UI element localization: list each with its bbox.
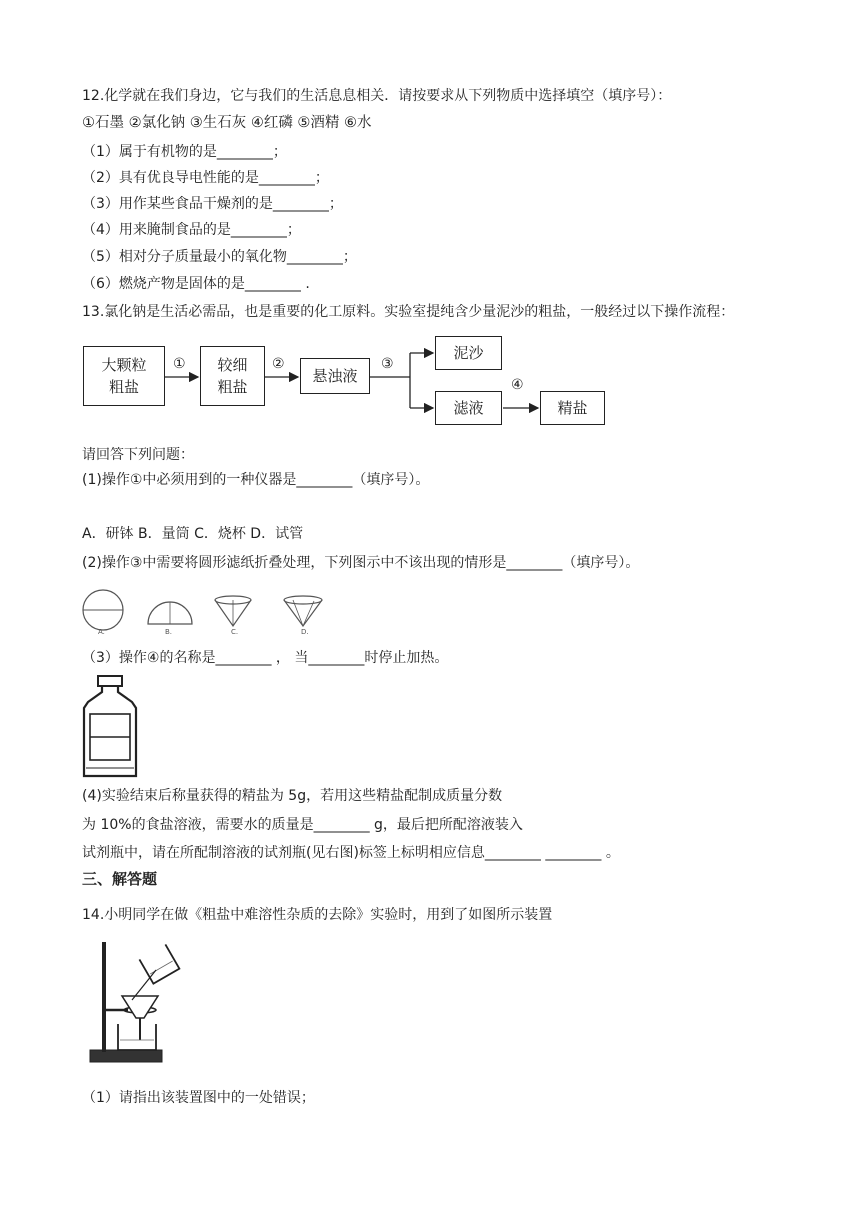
q13-part-3: （3）操作④的名称是________ ， 当________时停止加热。 (82, 650, 449, 666)
q14-stem: 14.小明同学在做《粗盐中难溶性杂质的去除》实验时，用到了如图所示装置 (82, 907, 553, 923)
section-heading: 三、解答题 (82, 870, 158, 888)
q12-stem: 12.化学就在我们身边，它与我们的生活息息相关．请按要求从下列物质中选择填空（填序号）： (82, 88, 672, 104)
flow-step-3: ③ (381, 356, 394, 372)
q12-item-4: （4）用来腌制食品的是________； (82, 222, 301, 238)
reagent-bottle-icon (78, 672, 148, 782)
q13-part-4-line-3: 试剂瓶中，请在所配制溶液的试剂瓶(见右图)标签上标明相应信息________ ________ 。 (82, 845, 620, 861)
q12-item-5: （5）相对分子质量最小的氧化物________； (82, 249, 357, 265)
q13-prompt: 请回答下列问题： (82, 447, 194, 463)
q12-options: ①石墨 ②氯化钠 ③生石灰 ④红磷 ⑤酒精 ⑥水 (82, 115, 372, 131)
q12-item-1: （1）属于有机物的是________； (82, 144, 287, 160)
flow-box-coarse-salt: 大颗粒 粗盐 (83, 346, 165, 406)
flow-step-2: ② (272, 356, 285, 372)
flow-step-4: ④ (511, 377, 524, 393)
q13-part-2: (2)操作③中需要将圆形滤纸折叠处理，下列图示中不该出现的情形是________（填序号）。 (82, 555, 640, 571)
filtration-apparatus-icon (84, 936, 194, 1071)
q14-part-1: （1）请指出该装置图中的一处错误； (82, 1090, 315, 1106)
filter-paper-figure-svg (78, 588, 378, 638)
figure-label-a: A. (98, 628, 105, 636)
flow-step-1: ① (173, 356, 186, 372)
flow-box-refined-salt: 精盐 (540, 391, 605, 425)
q13-stem: 13.氯化钠是生活必需品，也是重要的化工原料。实验室提纯含少量泥沙的粗盐，一般经过以下操作流程： (82, 304, 735, 320)
flow-box-sediment: 泥沙 (435, 336, 502, 370)
flow-box-filtrate: 滤液 (435, 391, 502, 425)
flow-box-suspension: 悬浊液 (300, 358, 370, 394)
q13-part-1-choices: A．研钵 B．量筒 C．烧杯 D．试管 (82, 526, 304, 542)
q13-part-4-line-2: 为 10%的食盐溶液，需要水的质量是________ g，最后把所配溶液装入 (82, 817, 523, 833)
q13-part-4-line-1: (4)实验结束后称量获得的精盐为 5g，若用这些精盐配制成质量分数 (82, 788, 503, 804)
q12-item-3: （3）用作某些食品干燥剂的是________； (82, 196, 343, 212)
figure-label-b: B. (165, 628, 173, 636)
q12-item-6: （6）燃烧产物是固体的是________ . (82, 276, 310, 292)
q12-item-2: （2）具有优良导电性能的是________； (82, 170, 329, 186)
figure-label-c: C. (231, 628, 239, 636)
q13-part-1: (1)操作①中必须用到的一种仪器是________（填序号）。 (82, 472, 430, 488)
figure-label-d: D. (301, 628, 309, 636)
flow-box-fine-salt: 较细 粗盐 (200, 346, 265, 406)
